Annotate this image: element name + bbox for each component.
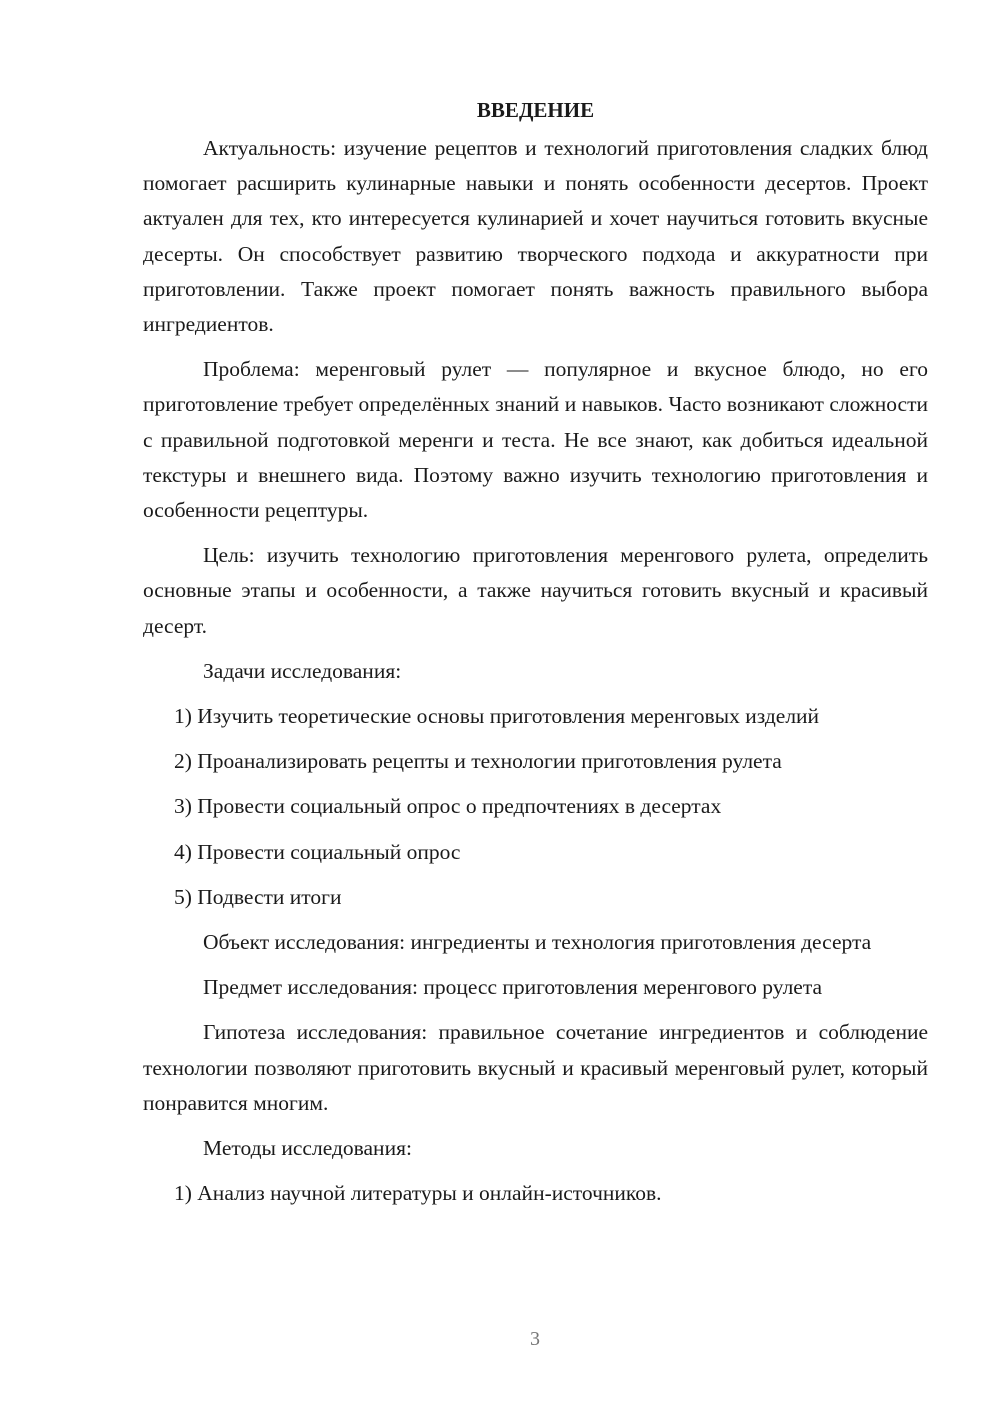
section-heading: ВВЕДЕНИЕ xyxy=(476,98,595,122)
task-item-5: 5) Подвести итоги xyxy=(174,884,342,909)
task-item-4: 4) Провести социальный опрос xyxy=(174,839,461,864)
relevance-paragraph: Актуальность: изучение рецептов и технологий приготовления сладких блюд помогает расширить кулинарные навыки и понять особенности десертов. Проект актуален для тех, кто интересуется кулинарией и хочет научиться готовить вкусные десерты. Он способствует развитию творческого подхода и аккуратности при приготовлении. Также проект помогает понять важность правильного выбора ингредиентов. xyxy=(143,136,928,337)
task-item-2: 2) Проанализировать рецепты и технологии приготовления рулета xyxy=(174,749,782,774)
task-item-3: 3) Провести социальный опрос о предпочтениях в десертах xyxy=(174,794,722,819)
method-item-1: 1) Анализ научной литературы и онлайн-источников. xyxy=(174,1181,662,1206)
goal-paragraph: Цель: изучить технологию приготовления меренгового рулета, определить основные этапы и особенности, а также научиться готовить вкусный и красивый десерт. xyxy=(143,543,928,638)
problem-paragraph: Проблема: меренговый рулет — популярное и вкусное блюдо, но его приготовление требует определённых знаний и навыков. Часто возникают сложности с правильной подготовкой меренги и теста. Не все знают, как добиться идеальной текстуры и внешнего вида. Поэтому важно изучить технологию приготовления и особенности рецептуры. xyxy=(143,357,928,523)
task-item-1: 1) Изучить теоретические основы приготовления меренговых изделий xyxy=(174,704,820,729)
hypothesis-paragraph: Гипотеза исследования: правильное сочетание ингредиентов и соблюдение технологии позволяют приготовить вкусный и красивый меренговый рулет, который понравится многим. xyxy=(143,1020,928,1115)
object-paragraph: Объект исследования: ингредиенты и технология приготовления десерта xyxy=(203,930,872,955)
document-page xyxy=(143,95,928,1221)
methods-heading: Методы исследования: xyxy=(203,1136,412,1161)
subject-paragraph: Предмет исследования: процесс приготовления меренгового рулета xyxy=(203,975,823,1000)
page-number: 3 xyxy=(530,1328,540,1350)
tasks-heading: Задачи исследования: xyxy=(203,658,402,683)
